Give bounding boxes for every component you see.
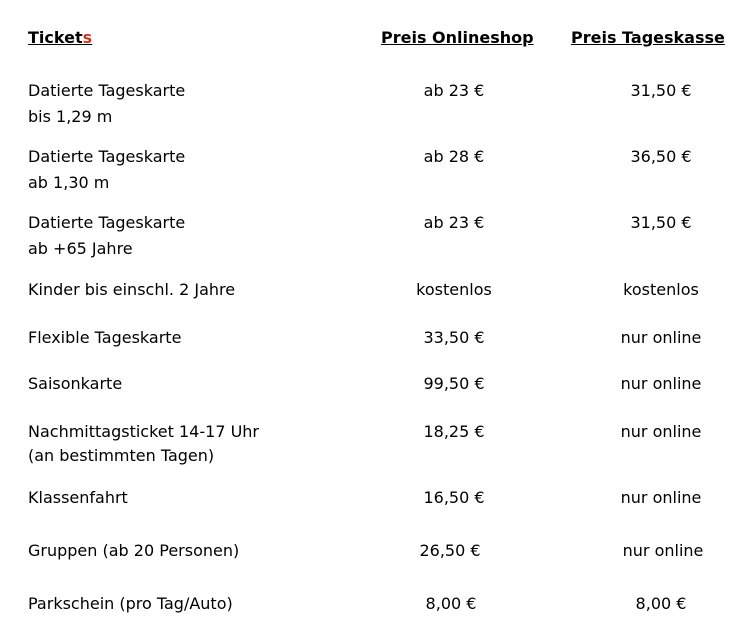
price-kasse: kostenlos xyxy=(623,280,699,299)
header-tickets xyxy=(28,26,92,50)
price-kasse: 8,00 € xyxy=(635,594,687,613)
price-kasse: nur online xyxy=(620,328,702,347)
ticket-name xyxy=(28,78,368,130)
ticket-name-line2: bis 1,29 m xyxy=(28,107,113,126)
price-kasse: nur online xyxy=(620,422,702,441)
price-online: 99,50 € xyxy=(423,374,485,393)
ticket-name-line2: (an bestimmten Tagen) xyxy=(28,446,215,465)
ticket-name xyxy=(28,144,368,196)
ticket-name-line2: ab +65 Jahre xyxy=(28,239,133,258)
price-online: ab 23 € xyxy=(423,213,485,232)
header-preis-onlineshop: Preis Onlineshop xyxy=(381,28,534,47)
price-online: 18,25 € xyxy=(423,422,485,441)
price-online: kostenlos xyxy=(416,280,492,299)
ticket-name xyxy=(28,371,368,397)
ticket-name xyxy=(28,538,368,564)
price-online: 26,50 € xyxy=(419,541,481,560)
ticket-name-line1: Datierte Tageskarte xyxy=(28,81,186,100)
ticket-name-line1: Parkschein (pro Tag/Auto) xyxy=(28,594,233,613)
price-kasse: 31,50 € xyxy=(630,81,692,100)
price-online: 33,50 € xyxy=(423,328,485,347)
ticket-name-line1: Datierte Tageskarte xyxy=(28,213,186,232)
price-kasse: nur online xyxy=(620,488,702,507)
ticket-name-line1: Gruppen (ab 20 Personen) xyxy=(28,541,240,560)
price-kasse: 31,50 € xyxy=(630,213,692,232)
ticket-name-line1: Flexible Tageskarte xyxy=(28,328,182,347)
ticket-name-line1: Nachmittagsticket 14-17 Uhr xyxy=(28,422,260,441)
ticket-name-line1: Kinder bis einschl. 2 Jahre xyxy=(28,280,236,299)
price-online: 8,00 € xyxy=(425,594,477,613)
price-online: ab 28 € xyxy=(423,147,485,166)
ticket-name xyxy=(28,485,368,511)
ticket-name-line1: Saisonkarte xyxy=(28,374,123,393)
price-kasse: nur online xyxy=(622,541,704,560)
ticket-name xyxy=(28,210,368,262)
ticket-name-line1: Datierte Tageskarte xyxy=(28,147,186,166)
ticket-name xyxy=(28,419,368,469)
ticket-name xyxy=(28,591,368,617)
header-preis-tageskasse: Preis Tageskasse xyxy=(571,28,725,47)
price-kasse: 36,50 € xyxy=(630,147,692,166)
ticket-name-line2: ab 1,30 m xyxy=(28,173,110,192)
ticket-name xyxy=(28,277,368,303)
header-tickets-text: Ticket xyxy=(28,28,83,47)
ticket-name xyxy=(28,325,368,351)
price-online: 16,50 € xyxy=(423,488,485,507)
header-tickets-last-char: s xyxy=(82,28,93,47)
price-kasse: nur online xyxy=(620,374,702,393)
ticket-name-line1: Klassenfahrt xyxy=(28,488,128,507)
price-online: ab 23 € xyxy=(423,81,485,100)
